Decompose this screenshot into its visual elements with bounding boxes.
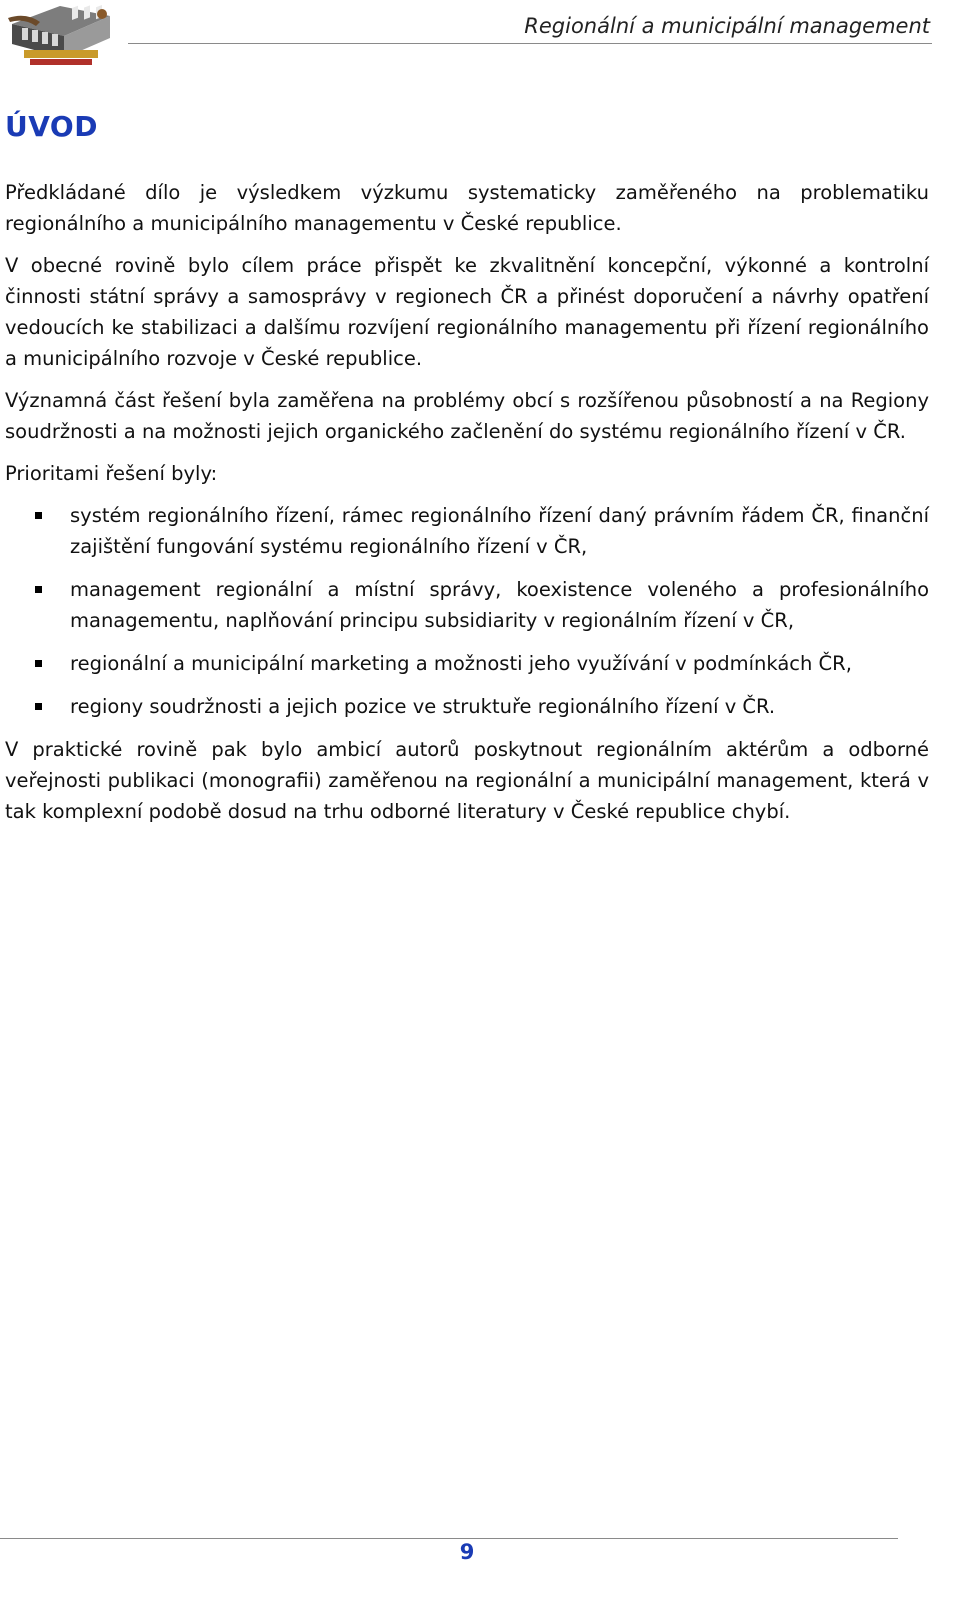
paragraph-intro: Předkládané dílo je výsledkem výzkumu systematicky zaměřeného na problematiku regionálního a municipálního managementu v České republice. (5, 181, 929, 235)
list-item (5, 574, 929, 636)
priorities-list (5, 500, 929, 722)
page-header (0, 0, 960, 70)
list-item (5, 648, 929, 679)
list-item-text: regiony soudržnosti a jejich pozice ve struktuře regionálního řízení v ČR. (70, 695, 776, 718)
square-bullet-icon (35, 512, 42, 519)
square-bullet-icon (35, 703, 42, 710)
list-item-text: management regionální a místní správy, koexistence voleného a profesionálního managementu, naplňování principu subsidiarity v regionálním řízení v ČR, (70, 578, 929, 632)
running-title: Regionální a municipální management (524, 14, 930, 38)
paragraph-priorities-lead: Prioritami řešení byly: (5, 462, 218, 485)
list-item-text: systém regionálního řízení, rámec regionálního řízení daný právním řádem ČR, finanční zajištění fungování systému regionálního řízení v ČR, (70, 504, 929, 558)
paragraph-focus: Významná část řešení byla zaměřena na problémy obcí s rozšířenou působností a na Regiony soudržnosti a na možnosti jejich organického začlenění do systému regionálního řízení v ČR. (5, 389, 929, 443)
header-rule (128, 43, 932, 44)
paragraph-aims: V obecné rovině bylo cílem práce přispět ke zkvalitnění koncepční, výkonné a kontrolní činnosti státní správy a samosprávy v regionech ČR a přinést doporučení a návrhy opatření vedoucích ke stabilizaci a dalšímu rozvíjení regionálního managementu při řízení regionálního a municipálního rozvoje v České republice. (5, 254, 929, 370)
square-bullet-icon (35, 660, 42, 667)
list-item-text: regionální a municipální marketing a možnosti jeho využívání v podmínkách ČR, (70, 652, 852, 675)
list-item (5, 691, 929, 722)
paragraph-practical: V praktické rovině pak bylo ambicí autorů poskytnout regionálním aktérům a odborné veřejnosti publikaci (monografii) zaměřenou na regionální a municipální management, která v tak komplexní podobě dosud na trhu odborné literatury v České republice chybí. (5, 738, 929, 823)
page-content (5, 110, 929, 838)
section-title: ÚVOD (5, 110, 98, 143)
square-bullet-icon (35, 586, 42, 593)
department-logo (6, 2, 118, 68)
list-item (5, 500, 929, 562)
page-number: 9 (459, 1540, 475, 1564)
footer-rule (0, 1538, 898, 1539)
